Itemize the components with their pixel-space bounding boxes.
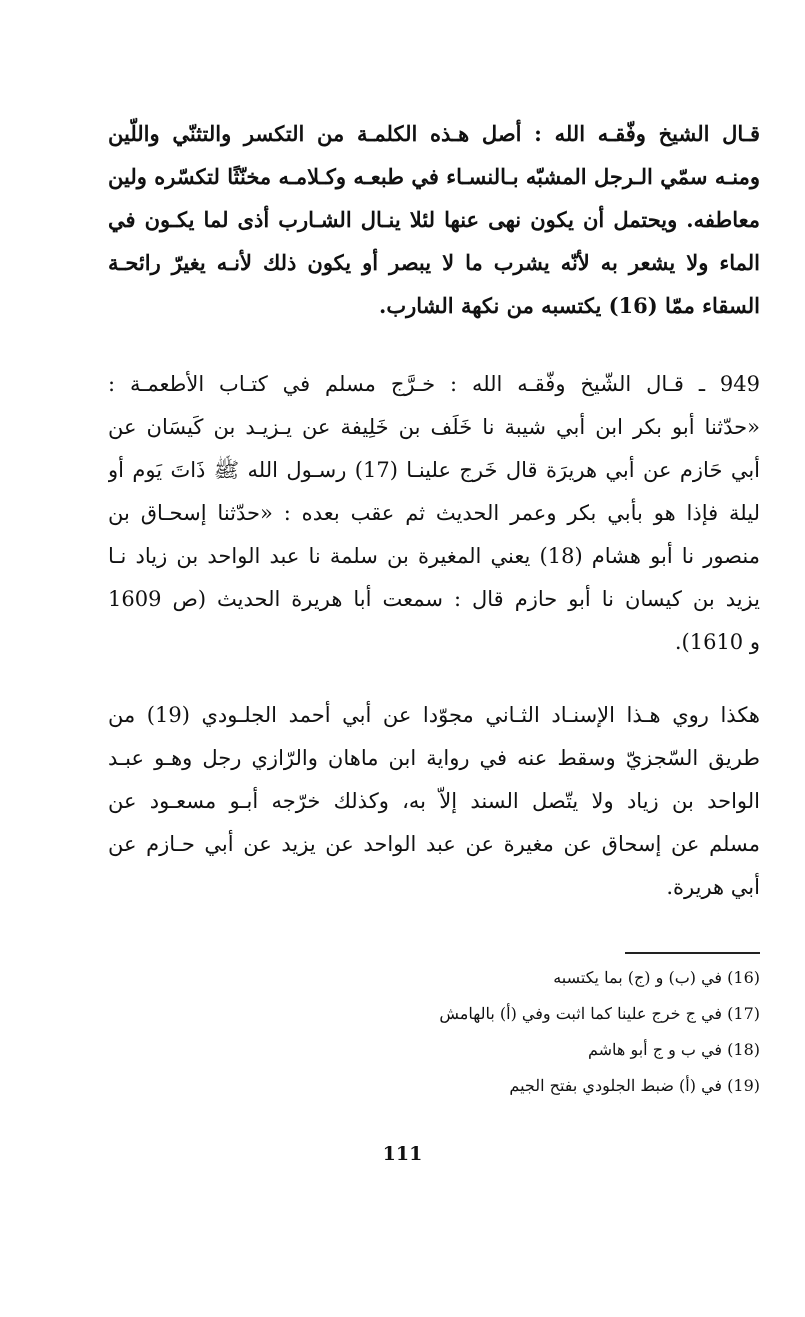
paragraph-3 — [108, 694, 760, 909]
paragraph-3-line: الواحد بن زياد ولا يتّصل السند إلاّ به، وكذلك خرّجه أبـو مسعـود عن — [108, 789, 760, 813]
paragraph-2-line: 949 ـ قـال الشّيخ وفّقـه الله : خـرَّج مسلم في كتـاب الأطعمـة : — [108, 372, 760, 396]
footnote-18: (18) في ب و ج أبو هاشم — [588, 1040, 760, 1059]
paragraph-2-line: «حدّثنا أبو بكر ابن أبي شيبة نا خَلَف بن خَلِيفة عن يـزيـد بن كَيسَان عن — [108, 415, 760, 439]
paragraph-3-line: أبي هريرة. — [666, 875, 760, 899]
paragraph-2-line: ليلة فإذا هو بأبي بكر وعمر الحديث ثم عقب بعده : «حدّثنا إسحـاق بن — [108, 501, 760, 525]
paragraph-3-line: هكذا روي هـذا الإسنـاد الثـاني مجوّدا عن أبي أحمد الجلـودي (19) من — [108, 703, 760, 727]
page-number: 111 — [382, 1143, 423, 1165]
paragraph-2-line: و 1610). — [674, 630, 760, 654]
paragraph-1-line: قـال الشيخ وفّقـه الله : أصل هـذه الكلمـة من التكسر والتثنّي واللّين — [108, 121, 760, 146]
paragraph-3-line: طريق السّجزيّ وسقط عنه في رواية ابن ماهان والرّازي رجل وهـو عبـد — [108, 746, 760, 770]
paragraph-2-line: منصور نا أبو هشام (18) يعني المغيرة بن سلمة نا عبد الواحد بن زياد نـا — [108, 544, 760, 568]
paragraph-1 — [108, 112, 760, 327]
paragraph-1-line: الماء ولا يشعر به لأنّه يشرب ما لا يبصر أو يكون ذلك لأنـه يغيرّ رائحـة — [108, 250, 760, 275]
paragraph-3-line: مسلم عن إسحاق عن مغيرة عن عبد الواحد عن يزيد عن أبي حـازم عن — [108, 832, 760, 856]
paragraph-2-line: يزيد بن كيسان نا أبو حازم قال : سمعت أبا هريرة الحديث (ص 1609 — [108, 587, 760, 611]
footnote-separator — [625, 952, 760, 954]
footnotes — [300, 960, 760, 1104]
footnote-16: (16) في (ب) و (ج) بما يكتسبه — [553, 968, 760, 987]
paragraph-2 — [108, 363, 760, 664]
paragraph-1-line: السقاء ممّا (16) يكتسبه من نكهة الشارب. — [379, 293, 760, 318]
footnote-19: (19) في (أ) ضبط الجلودي بفتح الجيم — [509, 1076, 760, 1095]
footnote-17: (17) في ج خرج علينا كما اثبت وفي (أ) بالهامش — [439, 1004, 760, 1023]
paragraph-2-line: أبي حَازم عن أبي هريرَة قال خَرج علينـا (17) رسـول الله ﷺ ذَاتَ يَوم أو — [108, 458, 760, 482]
paragraph-1-line: معاطفه. ويحتمل أن يكون نهى عنها لئلا ينـال الشـارب أذى لما يكـون في — [108, 207, 760, 232]
paragraph-1-line: ومنـه سمّي الـرجل المشبّه بـالنسـاء في طبعـه وكـلامـه مخنّثًا لتكسّره ولين — [108, 164, 760, 189]
